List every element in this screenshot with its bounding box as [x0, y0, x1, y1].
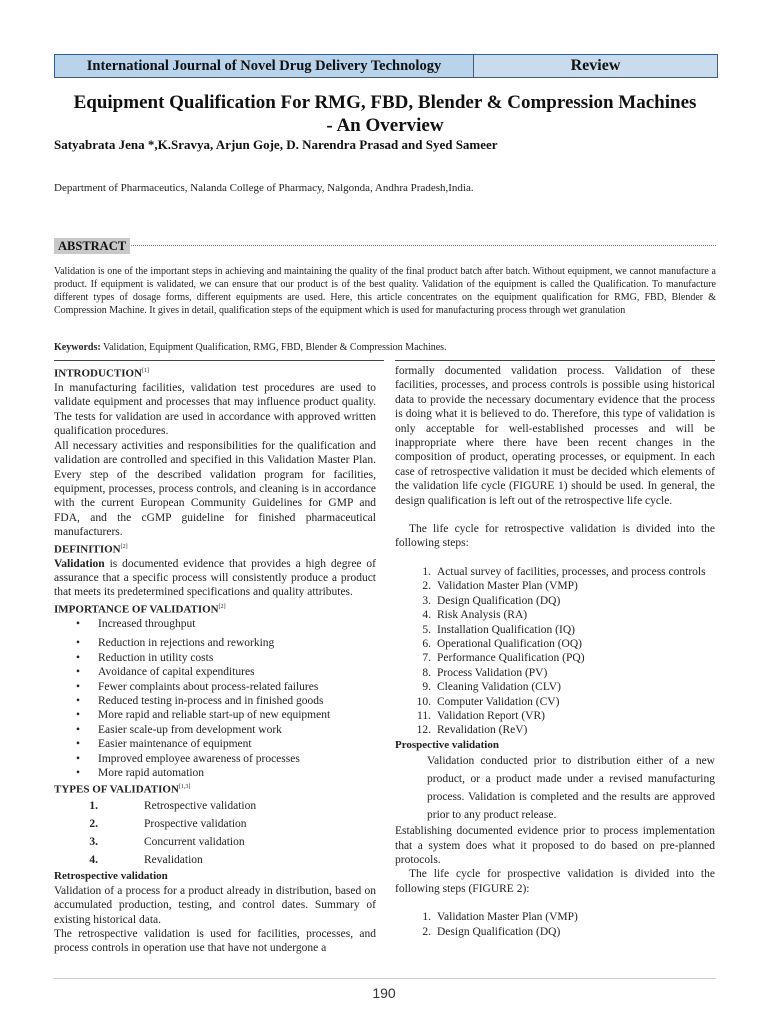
keywords-text: Validation, Equipment Qualification, RMG, FBD, Blender & Compression Machines.	[100, 342, 447, 353]
retrospective-paragraph-1: Validation of a process for a product already in distribution, based on accumulated production, testing, and control dates. Summary of existing historical data.	[54, 884, 376, 926]
list-item: • More rapid automation	[54, 766, 376, 780]
prospective-steps	[395, 910, 715, 939]
footer-rule	[54, 978, 716, 979]
abstract-rule	[54, 245, 716, 246]
list-item: 1. Retrospective validation	[89, 800, 257, 813]
abstract-text: Validation is one of the important steps in achieving and maintaining the quality of the final product batch after batch. Without equipment, we cannot manufacture a product. If equipment is validated, we can ensure that our product is of the best quality. Validation of the equipment is called the Qualification. To manufacture different types of dosage forms, different equipments are used. Here, this article concentrates on the equipment qualification for RMG, FBD, Blender & Compression Machine. It gives in detail, qualification steps of the equipment which is used for manufacturing process through wet granulation	[54, 266, 716, 316]
list-item: 5. Installation Qualification (IQ)	[422, 623, 575, 636]
retrospective-steps	[395, 565, 715, 738]
list-item: 10. Computer Validation (CV)	[416, 695, 560, 708]
list-item: • Easier maintenance of equipment	[54, 737, 376, 751]
list-item: 7. Performance Qualification (PQ)	[422, 652, 585, 665]
list-item: 1. Actual survey of facilities, processes, and process controls	[422, 565, 706, 578]
types-list	[54, 797, 376, 869]
list-item: • Improved employee awareness of processes	[54, 752, 376, 766]
article-type: Review	[474, 55, 717, 77]
list-item: 2. Design Qualification (DQ)	[422, 925, 561, 938]
list-item: 6. Operational Qualification (OQ)	[422, 637, 582, 650]
list-item: 4. Risk Analysis (RA)	[422, 609, 528, 622]
affiliation: Department of Pharmaceutics, Nalanda College of Pharmacy, Nalgonda, Andhra Pradesh,India.	[54, 182, 474, 194]
importance-list	[54, 617, 376, 780]
keywords-label: Keywords:	[54, 342, 101, 353]
intro-paragraph-2: All necessary activities and responsibilities for the qualification and validation are controlled and specified in this Validation Master Plan. Every step of the described validation program for facilities, equipment, processes, process controls, and cleaning is in accordance with the current European Community Guidelines for GMP and FDA, and the cGMP guideline for finished pharmaceutical manufacturers.	[54, 439, 376, 539]
retrospective-heading: Retrospective validation	[54, 870, 168, 883]
keywords	[54, 342, 716, 353]
list-item: 1. Validation Master Plan (VMP)	[422, 911, 578, 924]
list-item: • More rapid and reliable start-up of new equipment	[54, 708, 376, 722]
intro-heading: INTRODUCTION[1]	[54, 367, 150, 380]
title-line-1: Equipment Qualification For RMG, FBD, Blender & Compression Machines	[73, 92, 697, 113]
list-item: 11. Validation Report (VR)	[417, 709, 545, 722]
list-item: 4. Revalidation	[89, 854, 203, 867]
list-item: 2. Prospective validation	[89, 818, 247, 831]
retrospective-paragraph-2: The retrospective validation is used for facilities, processes, and process controls in operation use that have not undergone a	[54, 928, 376, 955]
list-item: • Avoidance of capital expenditures	[54, 665, 376, 679]
prospective-paragraph-2: The life cycle for prospective validation is divided into the following steps (FIGURE 2):	[395, 868, 715, 895]
definition-paragraph: Validation is documented evidence that provides a high degree of assurance that a specific process will consistently produce a product that meets its predetermined specifications and quality attributes.	[54, 557, 376, 599]
lifecycle-intro: The life cycle for retrospective validation is divided into the following steps:	[395, 523, 715, 550]
list-item: • Reduction in rejections and reworking	[54, 636, 376, 650]
list-item: 9. Cleaning Validation (CLV)	[422, 681, 561, 694]
definition-heading: DEFINITION[2]	[54, 543, 128, 556]
prospective-definition: Validation conducted prior to distribution either of a new product, or a product made under a revised manufacturing process. Validation is completed and the results are approved prior to any product release.	[427, 755, 715, 822]
left-column	[54, 364, 376, 956]
list-item: • Reduction in utility costs	[54, 651, 376, 665]
prospective-heading: Prospective validation	[395, 738, 499, 751]
article-title	[40, 91, 730, 137]
list-item: 8. Process Validation (PV)	[422, 666, 548, 679]
journal-header-bar	[54, 54, 718, 78]
abstract-heading: ABSTRACT	[54, 238, 130, 254]
list-item: • Increased throughput	[54, 617, 376, 631]
importance-heading: IMPORTANCE OF VALIDATION[2]	[54, 603, 226, 616]
retrospective-continued: formally documented validation process. Validation of these facilities, processes, and process controls is possible using historical data to provide the necessary documentary evidence that the process is doing what it is believed to do. Therefore, this type of validation is only acceptable for well-established processes and will be inappropriate where there have been recent changes in the composition of product, operating processes, or equipment. In each case of retrospective validation it must be decided which elements of the validation life cycle (FIGURE 1) should be used. In general, the design qualification is left out of the retrospective life cycle.	[395, 365, 715, 507]
title-line-2: - An Overview	[326, 115, 444, 136]
left-column-rule	[54, 360, 384, 361]
page-number: 190	[372, 985, 396, 1001]
list-item: 12. Revalidation (ReV)	[416, 724, 528, 737]
list-item: • Reduced testing in-process and in finished goods	[54, 694, 376, 708]
types-heading: TYPES OF VALIDATION[1,3]	[54, 784, 191, 796]
authors: Satyabrata Jena *,K.Sravya, Arjun Goje, D. Narendra Prasad and Syed Sameer	[54, 137, 498, 152]
prospective-paragraph-1: Establishing documented evidence prior to process implementation that a system does what it proposed to do based on pre-planned protocols.	[395, 825, 715, 866]
list-item: 2. Validation Master Plan (VMP)	[422, 580, 578, 593]
intro-paragraph-1: In manufacturing facilities, validation test procedures are used to validate equipment and processes that may influence product quality. The tests for validation are used in accordance with approved written qualification procedures.	[54, 382, 376, 438]
list-item: • Fewer complaints about process-related failures	[54, 680, 376, 694]
list-item: 3. Design Qualification (DQ)	[422, 594, 561, 607]
list-item: • Easier scale-up from development work	[54, 723, 376, 737]
right-column-rule	[395, 360, 715, 361]
right-column	[395, 364, 715, 939]
list-item: 3. Concurrent validation	[89, 836, 245, 849]
journal-name: International Journal of Novel Drug Delivery Technology	[55, 55, 474, 77]
